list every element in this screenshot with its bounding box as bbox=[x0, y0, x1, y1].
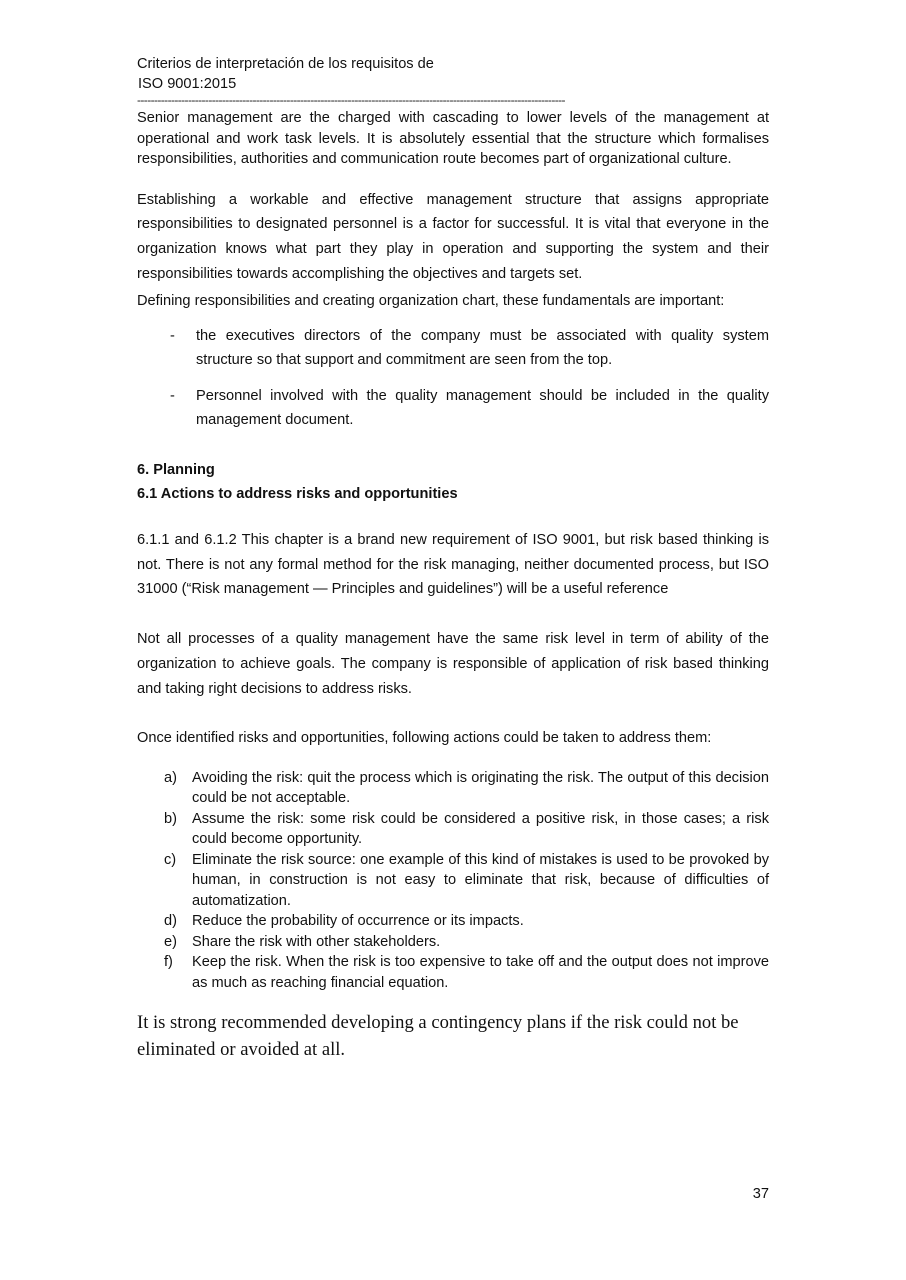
list-item-text: Share the risk with other stakeholders. bbox=[192, 933, 441, 950]
paragraph-risk-based-thinking: 6.1.1 and 6.1.2 This chapter is a brand new requirement of ISO 9001, but risk based thinking is not. There is not any formal method for the risk managing, neither documented process, but ISO 31000 (“Risk management — Principles and guidelines”) will be a useful reference bbox=[137, 532, 769, 598]
list-letter-marker: c) bbox=[164, 851, 177, 868]
list-dash-marker: - bbox=[170, 328, 175, 345]
document-page bbox=[137, 54, 769, 1063]
list-item-text: Avoiding the risk: quit the process which is originating the risk. The output of this decision could be not acceptable. bbox=[192, 769, 769, 807]
list-letter-marker: e) bbox=[164, 933, 177, 950]
list-item-text: the executives directors of the company must be associated with quality system structure so that support and commitment are seen from the top. bbox=[196, 328, 769, 369]
paragraph-risk-levels: Not all processes of a quality management have the same risk level in term of ability of the organization to achieve goals. The company is responsible of application of risk based thinking and taking right decisions to address risks. bbox=[137, 631, 769, 697]
list-letter-marker: b) bbox=[164, 810, 177, 827]
closing-recommendation: It is strong recommended developing a contingency plans if the risk could not be eliminated or avoided at all. bbox=[137, 1012, 739, 1061]
page-number: 37 bbox=[752, 1186, 769, 1202]
list-letter-marker: a) bbox=[164, 769, 177, 786]
header-title-line-1: Criterios de interpretación de los requisitos de bbox=[137, 56, 434, 72]
list-item-text: Keep the risk. When the risk is too expensive to take off and the output does not improve as much as reaching financial equation. bbox=[192, 954, 769, 991]
paragraph-defining-responsibilities: Defining responsibilities and creating organization chart, these fundamentals are important: bbox=[137, 293, 725, 310]
list-item bbox=[137, 809, 769, 850]
list-item bbox=[137, 952, 769, 993]
list-letter-marker: d) bbox=[164, 913, 177, 930]
list-item bbox=[137, 932, 769, 953]
list-item-text: Eliminate the risk source: one example of this kind of mistakes is used to be provoked by human, in construction is not easy to eliminate that risk, because of difficulties of automatization. bbox=[192, 851, 769, 909]
list-item bbox=[137, 768, 769, 809]
list-item-text: Assume the risk: some risk could be considered a positive risk, in those cases; a risk could become opportunity. bbox=[192, 810, 769, 848]
list-dash-marker: - bbox=[170, 388, 175, 405]
paragraph-actions-intro: Once identified risks and opportunities, following actions could be taken to address them: bbox=[137, 730, 712, 747]
paragraph-senior-management: Senior management are the charged with cascading to lower levels of the management at operational and work task levels. It is absolutely essential that the structure which formalises responsibilities, authorities and communication route becomes part of organizational culture. bbox=[137, 110, 769, 167]
list-item-text: Personnel involved with the quality management should be included in the quality management document. bbox=[196, 388, 769, 429]
list-item bbox=[137, 384, 769, 432]
list-letter-marker: f) bbox=[164, 954, 173, 971]
section-heading-planning: 6. Planning bbox=[137, 462, 215, 479]
list-item bbox=[137, 911, 769, 932]
fundamentals-list bbox=[137, 324, 769, 432]
list-item bbox=[137, 850, 769, 912]
paragraph-management-structure: Establishing a workable and effective management structure that assigns appropriate responsibilities to designated personnel is a factor for successful. It is vital that everyone in the organization knows what part they play in operation and supporting the system and their responsibilities towards accomplishing the objectives and targets set. bbox=[137, 191, 769, 282]
list-item-text: Reduce the probability of occurrence or its impacts. bbox=[192, 913, 524, 930]
header-title-line-2: ISO 9001:2015 bbox=[138, 76, 237, 92]
list-item bbox=[137, 324, 769, 372]
header-divider: ------------------------------------------------------------------------------------------------------------------------------ bbox=[137, 94, 565, 107]
risk-actions-list bbox=[137, 768, 769, 994]
subsection-heading-risks: 6.1 Actions to address risks and opportunities bbox=[137, 486, 458, 503]
